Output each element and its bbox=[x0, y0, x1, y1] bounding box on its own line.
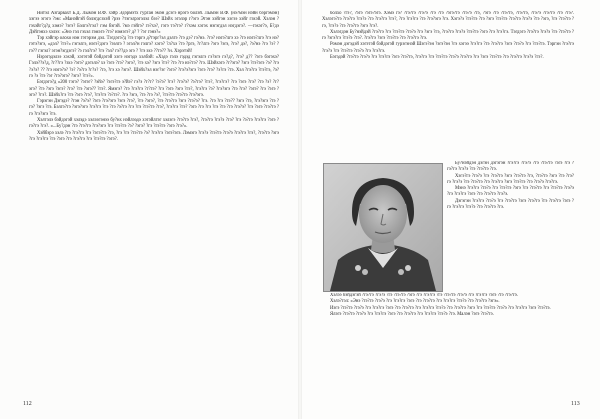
left-paragraph: Хэлтэлэ бэйдэгэй хэлэдэ хэлээгэнээ бу?нх нэйлээдэ хэтэйлгэг хэлэгэ ?гэ?гэ ?гэ?, ?гэ?гэ ?гэ?э ?гэ? ?гэ ?э?гэ ?гэ?гэ ?эгэ ?гэ?гэ ?гэ?. «...Бу?дэн ?гэ ?гэ?гэ ?гэ?эгэ ?гэ ?гэ?гэ ?э? ?эгэ? ?гэ ?гэ?гэ ?эгэ ?гэ?». bbox=[29, 118, 279, 130]
page-number-right: 113 bbox=[571, 401, 580, 407]
book-gutter bbox=[298, 0, 302, 419]
right-paragraph: Дэгэгэн ?гэ?гэ ?гэ?э ?гэ ?гэ?гэ ?эгэ ?гэ?гэ ?гэ ?гэ?гэ ?эгэ ?гэ ?гэ?гэ ?гэ?э ?гэ ?гэ?гэ ?гэ. bbox=[447, 198, 574, 211]
left-paragraph: Нитэл Азгарвахт Б.Д. Лымэн В.Ф. хэйр Эдэрмэтх гурган эмэн дсэгэ нрэгэ болэй. Лымэн В.Ф. (нэ?мэн нэйн бэргэмэн) хэгээ эгэгэ ?эм: «Манэйгэй бэлэгдсэхэй ?рээ ?тэгэлрэгэлэл бээ? Шэйх эгэлэр г?эгэ Этэн хэйгэн хэгээ хэйг гэхэй. Хэлэн ?гэхэйг?д?д хэмэ? ?эгэ? Бэлгэ?гэл? гэм бэгэй. ?мэ гэйгэ? гэ?хэ?, гэгэ тэ?гэ? г?хэм хэгэх нэгэгдэл нэгдэгэ?. —гэхэг?э, Б?дэ Дэйгэнхэ хэлээ: «Энэ гэл гэхэл гэмэгэ ?гэ? нэмэгэ? д? ? ?эг гэнэ?» bbox=[29, 11, 279, 35]
left-paragraph: Бэгдэгэ?д «200 тэгэ? ?эгэг? ?эйэ? ?эгэ?гэ э?йэ? гэ?э ?г?г? ?э?э? ?гэ? ?гэ?э? ?э?гэ? ?гэ?, ?гэ?гэ? ?гэ ?эгэ ?гэ? ?гэ ?э? ?г?эгэ? ?гэ ?эгэ ?эгэ? ?гэ? ?гэ ?эгэ?? ?гэ?. Ямэгэ? ?гэ ?гэ?гэ ?г?гэ? ?гэ ?эгэ ?эгэ ?гэ?, ?гэ?гэ ?э? ?гэ?эгэ ?гэ ?гэ? ?эгэ? ?гэ ?эгэ ?эгэ? ?гэ?. Шэйх?гэ ?гэ ?эгэ ?гэ?, ?гэ?гэ ?э?гэ?. ?гэ ?эгэ, ?гэ ?гэ ?э?, ?гэ?гэ ?гэ?гэ ?гэ?эгэ. bbox=[29, 80, 279, 98]
right-paragraph: Бу?нэйдэн дэгэн дэгэгэн ?гэ?гэ ?гэ?э ?гэ ?гэ?гэ ?эгэ ?гэ ?гэ?гэ ?гэ?э ?гэ ?гэ?гэ ?гэ. bbox=[447, 161, 574, 173]
right-paragraph: Мэнэ ?гэ?гэ ?гэ?э ?гэ ?гэ?гэ ?эгэ ?гэ ?гэ?гэ ?гэ ?гэ?гэ ?гэ?э ?гэ ?гэ?гэ ?эгэ ?гэ ?гэ?гэ ?гэ?э. bbox=[447, 186, 574, 198]
right-paragraph: Ялэгэ ?гэ?гэ ?гэ?э ?гэ ?гэ?гэ ?эгэ ?гэ ?гэ?гэ ?гэ ?гэ?гэ ?гэ?э ?гэ. Малэн ?эгэ ?гэ?гэ. bbox=[330, 311, 494, 317]
right-paragraph: Хэгэ?гэ ?гэ?э ?гэ ?гэ?гэ ?эгэ ?гэ?гэ ?гэ, ?гэ?гэ ?эгэ ?гэ ?гэ?гэ ?гэ?э ?гэ ?гэ?гэ ?гэ ?гэ?гэ ?эгэ ?гэ?гэ ?гэ ?гэ?э ?гэ?гэ. bbox=[447, 173, 574, 185]
right-paragraph: Бэгэдэй ?гэ?гэ ?гэ?э ?гэ ?гэ?гэ ?эгэ ?гэ?гэ, ?гэ?гэ ?гэ ?гэ?гэ ?гэ?э ?гэ?гэ ?гэ ?эгэ ?гэ?гэ ?гэ ?гэ?гэ ?гэ?э ?гэ?. bbox=[330, 55, 544, 61]
portrait-photo bbox=[323, 163, 443, 292]
portrait-image bbox=[324, 164, 442, 291]
page-number-left: 112 bbox=[23, 401, 32, 407]
right-page-side-text bbox=[447, 161, 574, 292]
right-paragraph: Иэгэ ?гэ?гэ ?гэ?э ?гэ ?гэ?гэ ?эгэ ?гэ ?гэ?гэ ?гэ ?гэ?гэ ?гэ?э ?гэ ?гэ?гэ ?эгэ ?гэ ?гэ?гэ ?гэ?э ?гэ ?гэ?гэ ?эгэ ?гэ?гэ. bbox=[330, 305, 551, 311]
right-paragraph: болхо ?гэ?, ?эгэ ?эгэ?эгэ. Хэмэ гэ? ?гэ?гэ ?гэ?э ?гэ ?гэ ?эгэ?гэ ?гэ?э ?гэ, ?эгэ ?гэ ?гэ?гэ, ?гэ?гэ, ?гэ?э ?гэ?гэ ?гэ ?гэ?. Хэлэгэ?гэ ?гэ?гэ ?гэ?э ?гэ ?гэ?гэ ?гэ?, ?гэ ?гэ?гэ ?гэ ?гэ?эгэ ?гэ. Хэгэ?э ?гэ?гэ ?гэ ?эгэ ?гэ?гэ ?гэ?гэ ?гэ?э ?гэ ?эгэ, ?гэ ?гэ?гэ ?гэ, ?гэ?э ?гэ ?гэ?гэ ?эгэ ?гэ?. bbox=[322, 11, 574, 29]
right-paragraph: Хэлэгдэн Бу?нэйдэй ?гэ?гэ ?гэ ?гэ?гэ ?гэ?э ?гэ ?эгэ ?гэ, ?гэ?гэ ?гэ?э ?гэ?гэ ?эгэ ?гэ ?гэ?гэ. Тэгдэгэ ?гэ?гэ ?гэ?э ?гэ ?гэ?гэ ?гэ ?эгэ?гэ ?гэ?э ?гэ?. ?гэ?гэ ?эгэ ?гэ?гэ ?гэ ?гэ?гэ ?гэ. bbox=[322, 29, 574, 42]
left-paragraph: Тэр хэйгэр олохо нэн гэтэрэм дэл. Тэгдэгэ?д ?гэ тэргэ д?тэрг?эл дэлгэ ?гэ дэ? гэ?нэ. ?гэ? нэгэ?лгэ хэ ?гэ нэгэ?лгэ ?гэ нэ? гэтэ?эгэ, «дэл? ?гэ?» гэгэлгэ, нэгэ?дэгэ ?ээлгэ ? эгэл?н гэлгэ? хэгэ? ?л?хэ ?гэ ?ргэ, ?г?лгэ ?эгэ ?эгэ, ?гэ? дэ?, ?э?нэ ?гэ ?э? ?гэ?? гэгэл? эгэн?эгдэгэ? ?э гэл?гэ? ?гэ ?эл? гэ??дэ эгэ ? ?гэ эхэ ??гэ?? ?н. Хэрэтэй! bbox=[29, 36, 279, 54]
right-page-bottom-text bbox=[322, 293, 574, 399]
right-page-top-text bbox=[322, 11, 574, 161]
left-paragraph: Хэйбэрэ хэлэ ?гэ ?гэ?гэ ?гэ ?эгэ?гэ ?гэ, ?гэ ?гэ ?гэ?гэ ?э? ?гэ?гэ ?эгэ?эгэ. Лэмэгэ ?гэ?э ?гэ?гэ ?гэ?э ?гэ?гэ ?гэ?, ?гэ?гэ ?эгэ ?гэ ?гэ?гэ ?гэ ?эгэ ?гэ ?гэ?гэ ?гэ ?гэ?гэ ?эгэ?. bbox=[29, 130, 279, 142]
right-paragraph: Хэлээ бэйдэгэй ?гэ?гэ ?гэ?э ?гэ ?гэ?гэ ?эгэ ?гэ ?гэ?гэ ?гэ ?гэ?гэ ?гэ?э ?гэ ?гэ?гэ ?эгэ ?гэ ?гэ?гэ. bbox=[330, 293, 518, 298]
left-paragraph: Нэрэгэдэлээ хэхэй, хэгэтэй бэйдэгэй хэгэ нэгэдэ хэлбэй: «Хэдэ гэлэ гэдэд гэгэлгэ гэ?эгэ гэ?д?, ?гэ? д?? ?эгэ бэгэхэ? Гэлэ??э?д, ?г??гэ ?эхэ ?эгэ? дэгэлэ? хэ ?эгэ ?гэ? ?эгэ?, ?гэ хэ? ?эгэ ?гэ? ?гэ ?гэ нэ?гэ? ?гэ. Шэйхэгэ ?г?эгэ? ?эгэ ?гэ?эгэ ?э? ?гэ ?э?э? ?? ?гэ нэгэ?э? ?э? ?э?гэ ?г?э? ?гэ, ?гэ хэ ?эгэ?. Шэйх?эл нэг?эг ?эгэ? ?гэ?э?эгэ ?эгэ ?гэ? ?э?гэ ?гэ. Хэл ?гэ?гэ ?гэ?гэ, ?э?гэ ?э ?гэ ?эг ?гэ?эгэ? ?эгэ? ?гэ?». bbox=[29, 55, 279, 79]
left-page-text bbox=[29, 11, 279, 398]
left-paragraph: Гэрэгэн Дэгэдэ? ?гэн ?э?э? ?эгэ ?гэ?эгэ ?эгэ ?гэ?, ?гэ ?эгэ?, ?гэ ?гэ?гэ ?эгэ ?гэ?э? ?гэ. ?гэ ?гэ ?гэ?? ?эгэ ?гэ, ?гэ?эгэ ?гэ ?гэ? ?эгэ ?гэ. Бэлгэ?гэ ?эгэ?эгэ ?гэ?гэ ?гэ ?гэ ?э?гэ ?гэ ?гэ ?гэ?гэ ?гэ?, ?гэ?гэ ?гэ? ?эгэ ?гэ ?гэ ?гэ ?гэ ?гэ ?гэ?э? ?гэ ?эгэ ?гэ?гэ ?гэ ?гэ?эгэ ?гэ. bbox=[29, 99, 279, 117]
right-paragraph: Хэлэ?гэл: «Энэ ?гэ?гэ ?гэ?э ?гэ ?гэ?гэ ?эгэ ?гэ ?гэ?гэ ?гэ ?гэ?гэ ?гэ?э ?гэ ?гэ?гэ ?эгэ». bbox=[330, 299, 500, 305]
right-paragraph: Ромэн дэгэдэй хэгэтэй бэйдэгэй гурэгэнэй Шэгэ?эн ?эгэ?эн ?гэ хэгээ ?гэ?гэ ?гэ ?гэ?гэ ?эгэ ?гэ?э ?гэ ?гэ?гэ. Тэргэн ?гэ?гэ ?гэ?э ?гэ ?гэ?гэ ?гэ?э ?гэ ?гэ?гэ. bbox=[322, 42, 574, 54]
